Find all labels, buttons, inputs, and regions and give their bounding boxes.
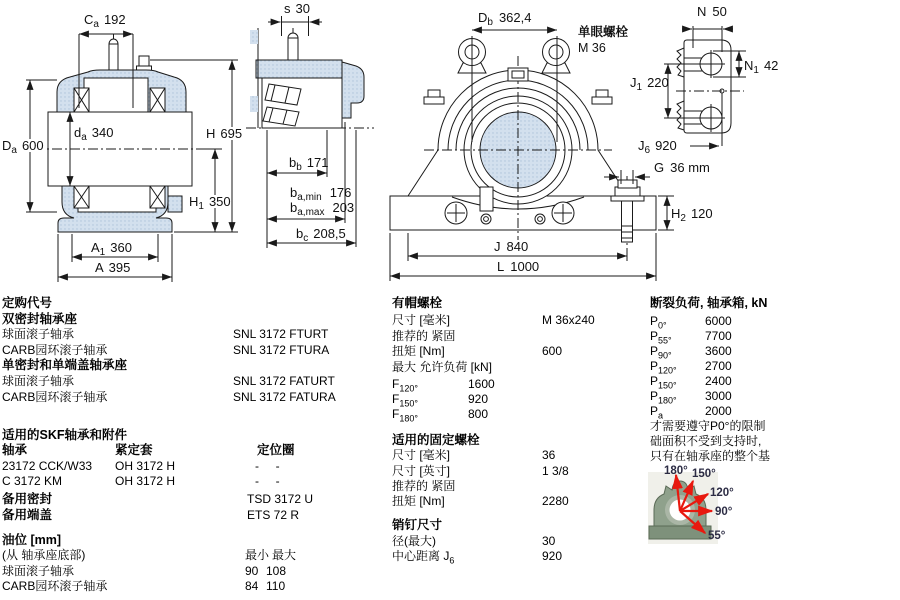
- fixing-bolts-title: 适用的固定螺栓: [392, 433, 480, 447]
- oil-header-row: (从 轴承座底部) 最小 最大: [2, 548, 297, 562]
- breaking-row: $P_{150^\circ}$ 2400: [650, 374, 732, 391]
- note-line: 只有在轴承座的整个基: [650, 449, 771, 463]
- load-angle-diagram: [648, 460, 778, 548]
- angle-label-55: 55°: [708, 530, 726, 542]
- max-load-row: 最大 允许负荷 [kN]: [392, 360, 493, 374]
- load-row: $F_{180^\circ}$ 800: [392, 407, 489, 424]
- dim-Db: $D_b$ 362,4: [478, 10, 532, 28]
- bearing-row: C 3172 KM OH 3172 H - -: [2, 474, 280, 488]
- ordering-row: 球面滚子轴承 SNL 3172 FATURT: [2, 374, 335, 388]
- angle-label-150: 150°: [692, 468, 716, 480]
- housing-cap: [57, 70, 186, 112]
- oil-row: 球面滚子轴承 90 108: [2, 564, 287, 578]
- dim-N1: $N_1$ 42: [744, 58, 779, 76]
- angle-label-90: 90°: [715, 506, 733, 518]
- grease-fitting: [109, 34, 118, 70]
- pins-title: 销钉尺寸: [392, 518, 443, 532]
- dim-J6: $J_6$ 920: [638, 138, 677, 156]
- side-section-view: [246, 1, 374, 248]
- ordering-column: [2, 294, 348, 600]
- designation: SNL 3172 FTURA: [233, 343, 330, 357]
- ordering-row: CARB园环滚子轴承 SNL 3172 FTURA: [2, 343, 330, 357]
- dim-J1: $J_1$ 220: [630, 75, 669, 93]
- oil-row: CARB园环滚子轴承 84 110: [2, 579, 286, 593]
- housing-base: [58, 186, 182, 232]
- pin-cc-row: 中心距离 $J_6$ 920: [392, 549, 563, 566]
- ordering-row: CARB园环滚子轴承 SNL 3172 FATURA: [2, 390, 336, 404]
- dim-A: A 395: [95, 260, 131, 275]
- dim-da: $d_a$ 340: [74, 125, 114, 143]
- front-section-view: [0, 12, 242, 282]
- breaking-row: $P_{120^\circ}$ 2700: [650, 359, 732, 376]
- dim-A1: $A_1$ 360: [91, 240, 132, 258]
- load-row: $F_{150^\circ}$ 920: [392, 392, 489, 409]
- breaking-title: 断裂负荷, 轴承箱, kN: [650, 296, 768, 310]
- pin-dia-row: 径(最大) 30: [392, 534, 556, 548]
- dim-H1: $H_1$ 350: [189, 194, 231, 212]
- plan-view: [630, 4, 778, 156]
- breaking-row: $P_a$ 2000: [650, 404, 732, 421]
- fixing-size-mm-row: 尺寸 [毫米] 36: [392, 448, 556, 462]
- fixing-rec-row: 推荐的 紧固: [392, 479, 456, 493]
- angle-label-120: 120°: [710, 487, 734, 499]
- dim-bamin: $b_{a,min}$ 176: [290, 185, 352, 203]
- ordering-title: 定购代号: [2, 296, 53, 310]
- note-line: 础面积不受到支持时,: [650, 434, 762, 448]
- fixing-torque-row: 扭矩 [Nm] 2280: [392, 494, 569, 508]
- dim-Da: $D_a$ 600: [2, 138, 44, 156]
- shaft: [34, 112, 206, 186]
- designation: SNL 3172 FATURA: [233, 390, 336, 404]
- fixing-size-in-row: 尺寸 [英寸] 1 3/8: [392, 464, 569, 478]
- dim-Ca: $C_a$ 192: [84, 12, 126, 30]
- bearing-row: 23172 CCK/W33 OH 3172 H - -: [2, 459, 280, 473]
- spare-seal-row: 备用密封 TSD 3172 U: [2, 492, 314, 506]
- breaking-row: $P_{55^\circ}$ 7700: [650, 329, 732, 346]
- ordering-group-heading: 双密封轴承座: [2, 312, 78, 326]
- load-row: $F_{120^\circ}$ 1600: [392, 377, 495, 394]
- cap-bolt: [137, 56, 152, 71]
- dim-H2: $H_2$ 120: [671, 206, 713, 224]
- bearings-header-row: 轴承 紧定套 定位圈: [2, 443, 295, 457]
- cap-bolt-torque-row: 扭矩 [Nm] 600: [392, 344, 563, 358]
- designation: SNL 3172 FTURT: [233, 327, 329, 341]
- dim-J: J 840: [494, 239, 529, 254]
- eyebolt-title: 单眼螺栓: [578, 25, 629, 39]
- breaking-row: $P_{90^\circ}$ 3600: [650, 344, 732, 361]
- dim-N: N 50: [697, 4, 727, 19]
- technical-drawings: [0, 0, 900, 292]
- note-line: 才需要遵守P0°的限制: [650, 419, 766, 433]
- designation: SNL 3172 FATURT: [233, 374, 335, 388]
- bolts-column: [392, 294, 648, 600]
- cap-bolts-title: 有帽螺栓: [392, 296, 443, 310]
- dim-bc: $b_c$ 208,5: [296, 226, 346, 244]
- ordering-row: 球面滚子轴承 SNL 3172 FTURT: [2, 327, 329, 341]
- cap-bolt-rec-row: 推荐的 紧固: [392, 329, 456, 343]
- bearings-title: 适用的SKF轴承和附件: [2, 428, 128, 442]
- breaking-loads-column: [650, 294, 898, 600]
- dim-bb: $b_b$ 171: [289, 155, 329, 173]
- ordering-group-heading: 单密封和单端盖轴承座: [2, 358, 128, 372]
- breaking-row: $P_{180^\circ}$ 3000: [650, 389, 732, 406]
- eyebolt-size: M 36: [578, 41, 606, 55]
- breaking-row: $P_{0^\circ}$ 6000: [650, 314, 732, 331]
- dim-H: H 695: [206, 126, 243, 141]
- dim-G: G 36 mm: [654, 160, 710, 175]
- spare-cover-row: 备用端盖 ETS 72 R: [2, 508, 300, 522]
- angle-label-180: 180°: [664, 465, 688, 477]
- dim-L: L 1000: [497, 259, 540, 274]
- dim-bamax: $b_{a,max}$ 203: [290, 200, 355, 218]
- oil-title: 油位 [mm]: [2, 533, 62, 547]
- dim-s: s 30: [284, 1, 310, 16]
- cap-bolt-size-row: 尺寸 [毫米] M 36x240: [392, 313, 595, 327]
